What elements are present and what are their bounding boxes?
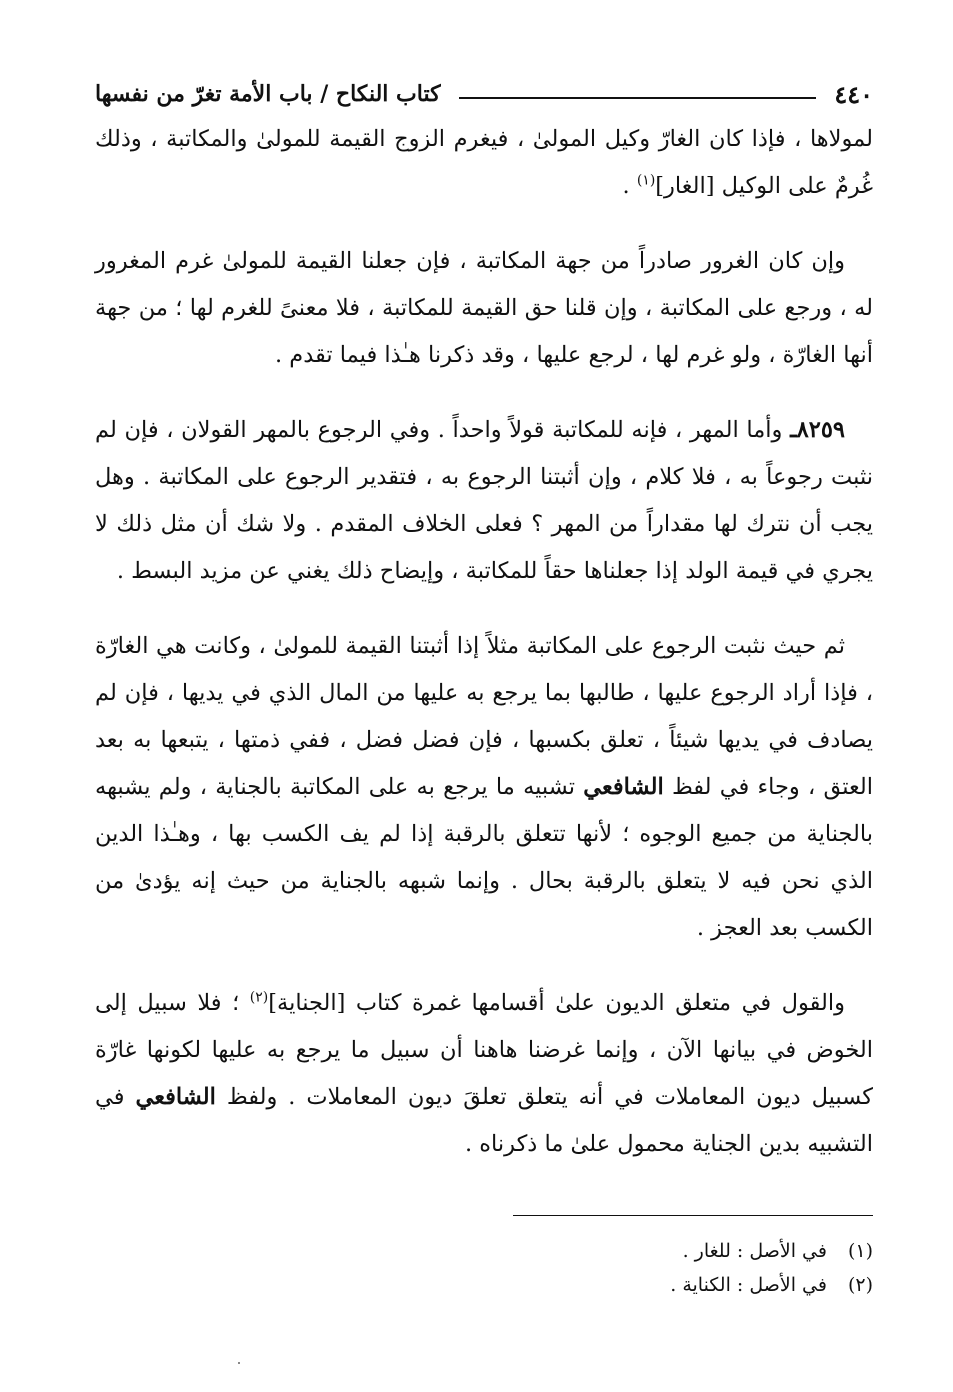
paragraph-2-text: وإن كان الغرور صادراً من جهة المكاتبة ، فإن جعلنا القيمة للمولىٰ غرم المغرور له ، ورجع على المكاتبة ، وإن قلنا حق القيمة للمكاتبة ، فلا معنىً للغرم لها ؛ من جهة أنها الغارّة ، ولو غرم لها ، لرجع عليها ، وقد ذكرنا هـٰذا فيما تقدم . <box>95 248 873 368</box>
footnote-number: (١) <box>847 1240 873 1262</box>
footnote-text: في الأصل : الكناية . <box>670 1274 827 1296</box>
paragraph-5-text-a: والقول في متعلق الديون علىٰ أقسامها غمرة كتاب [الجناية] <box>268 990 845 1016</box>
footnote-1 <box>95 1234 873 1268</box>
page-number: ٤٤٠ <box>834 79 873 109</box>
paragraph-5 <box>95 980 873 1168</box>
paragraph-3 <box>95 407 873 595</box>
footnote-number: (٢) <box>847 1274 873 1296</box>
footnotes <box>95 1234 873 1302</box>
main-text <box>95 116 873 1168</box>
paragraph-2 <box>95 238 873 379</box>
paragraph-4-text-a: ثم حيث نثبت الرجوع على المكاتبة مثلاً إذا أثبتنا القيمة للمولىٰ ، وكانت هي الغارّة ، فإذا أراد الرجوع عليها ، طالبها بما يرجع به عليها من المال الذي في يديها ، فإن لم يصادف في يديها شيئاً ، تعلق بكسبها ، فإن فضل فضل ، ففي ذمتها ، يتبعها به بعد العتق ، وجاء في لفظ <box>95 633 873 800</box>
running-title: كتاب النكاح / باب الأمة تغرّ من نفسها <box>95 81 441 107</box>
running-header <box>95 72 873 116</box>
paragraph-5-text-b: ؛ فلا سبيل إلى الخوض في بيانها الآن ، وإنما غرضنا هاهنا أن سبيل ما يرجع به عليها لكونها غارّة كسبيل ديون المعاملات في أنه يتعلق تعلقَ ديون المعاملات . ولفظ <box>95 990 873 1110</box>
author-name-shafii: الشافعي <box>583 774 664 800</box>
footnote-text: في الأصل : للغار . <box>682 1240 827 1262</box>
section-number: ٨٢٥٩ـ <box>790 417 845 443</box>
header-rule <box>459 97 817 99</box>
paragraph-4 <box>95 623 873 952</box>
paragraph-5-text-c: في التشبيه بدين الجناية محمول علىٰ ما ذكرناه . <box>95 1084 873 1157</box>
paragraph-1-tail: . <box>622 173 637 199</box>
paragraph-3-text: وأما المهر ، فإنه للمكاتبة قولاً واحداً . وفي الرجوع بالمهر القولان ، فإن لم نثبت رجوعاً به ، فلا كلام ، وإن أثبتنا الرجوع به ، فتقدير الرجوع على المكاتبة . وهل يجب أن نترك لها مقداراً من المهر ؟ فعلى الخلاف المقدم . ولا شك أن مثل ذلك لا يجري في قيمة الولد إذا جعلناها حقاً للمكاتبة ، وإيضاح ذلك يغني عن مزيد البسط . <box>95 417 873 584</box>
footnote-ref-2[interactable]: (٢) <box>249 989 269 1006</box>
author-name-shafii-2: الشافعي <box>135 1084 216 1110</box>
footnote-separator <box>513 1215 873 1216</box>
book-page <box>95 72 873 1372</box>
scan-speck <box>238 1362 240 1364</box>
paragraph-1-text: لمولاها ، فإذا كان الغارّ وكيل المولىٰ ، فيغرم الزوج القيمة للمولىٰ والمكاتبة ، وذلك غُرمٌ على الوكيل [الغار] <box>95 126 873 199</box>
paragraph-4-text-b: تشبيه ما يرجع به على المكاتبة بالجناية ، ولم يشبهه بالجناية من جميع الوجوه ؛ لأنها تتعلق بالرقبة إذا لم يف الكسب بها ، وهـٰذا الدين الذي نحن فيه لا يتعلق بالرقبة بحال . وإنما شبهه بالجناية من حيث إنه يؤدىٰ من الكسب بعد العجز . <box>95 774 873 941</box>
footnote-2 <box>95 1268 873 1302</box>
footnote-ref-1[interactable]: (١) <box>636 172 656 189</box>
paragraph-1 <box>95 116 873 210</box>
